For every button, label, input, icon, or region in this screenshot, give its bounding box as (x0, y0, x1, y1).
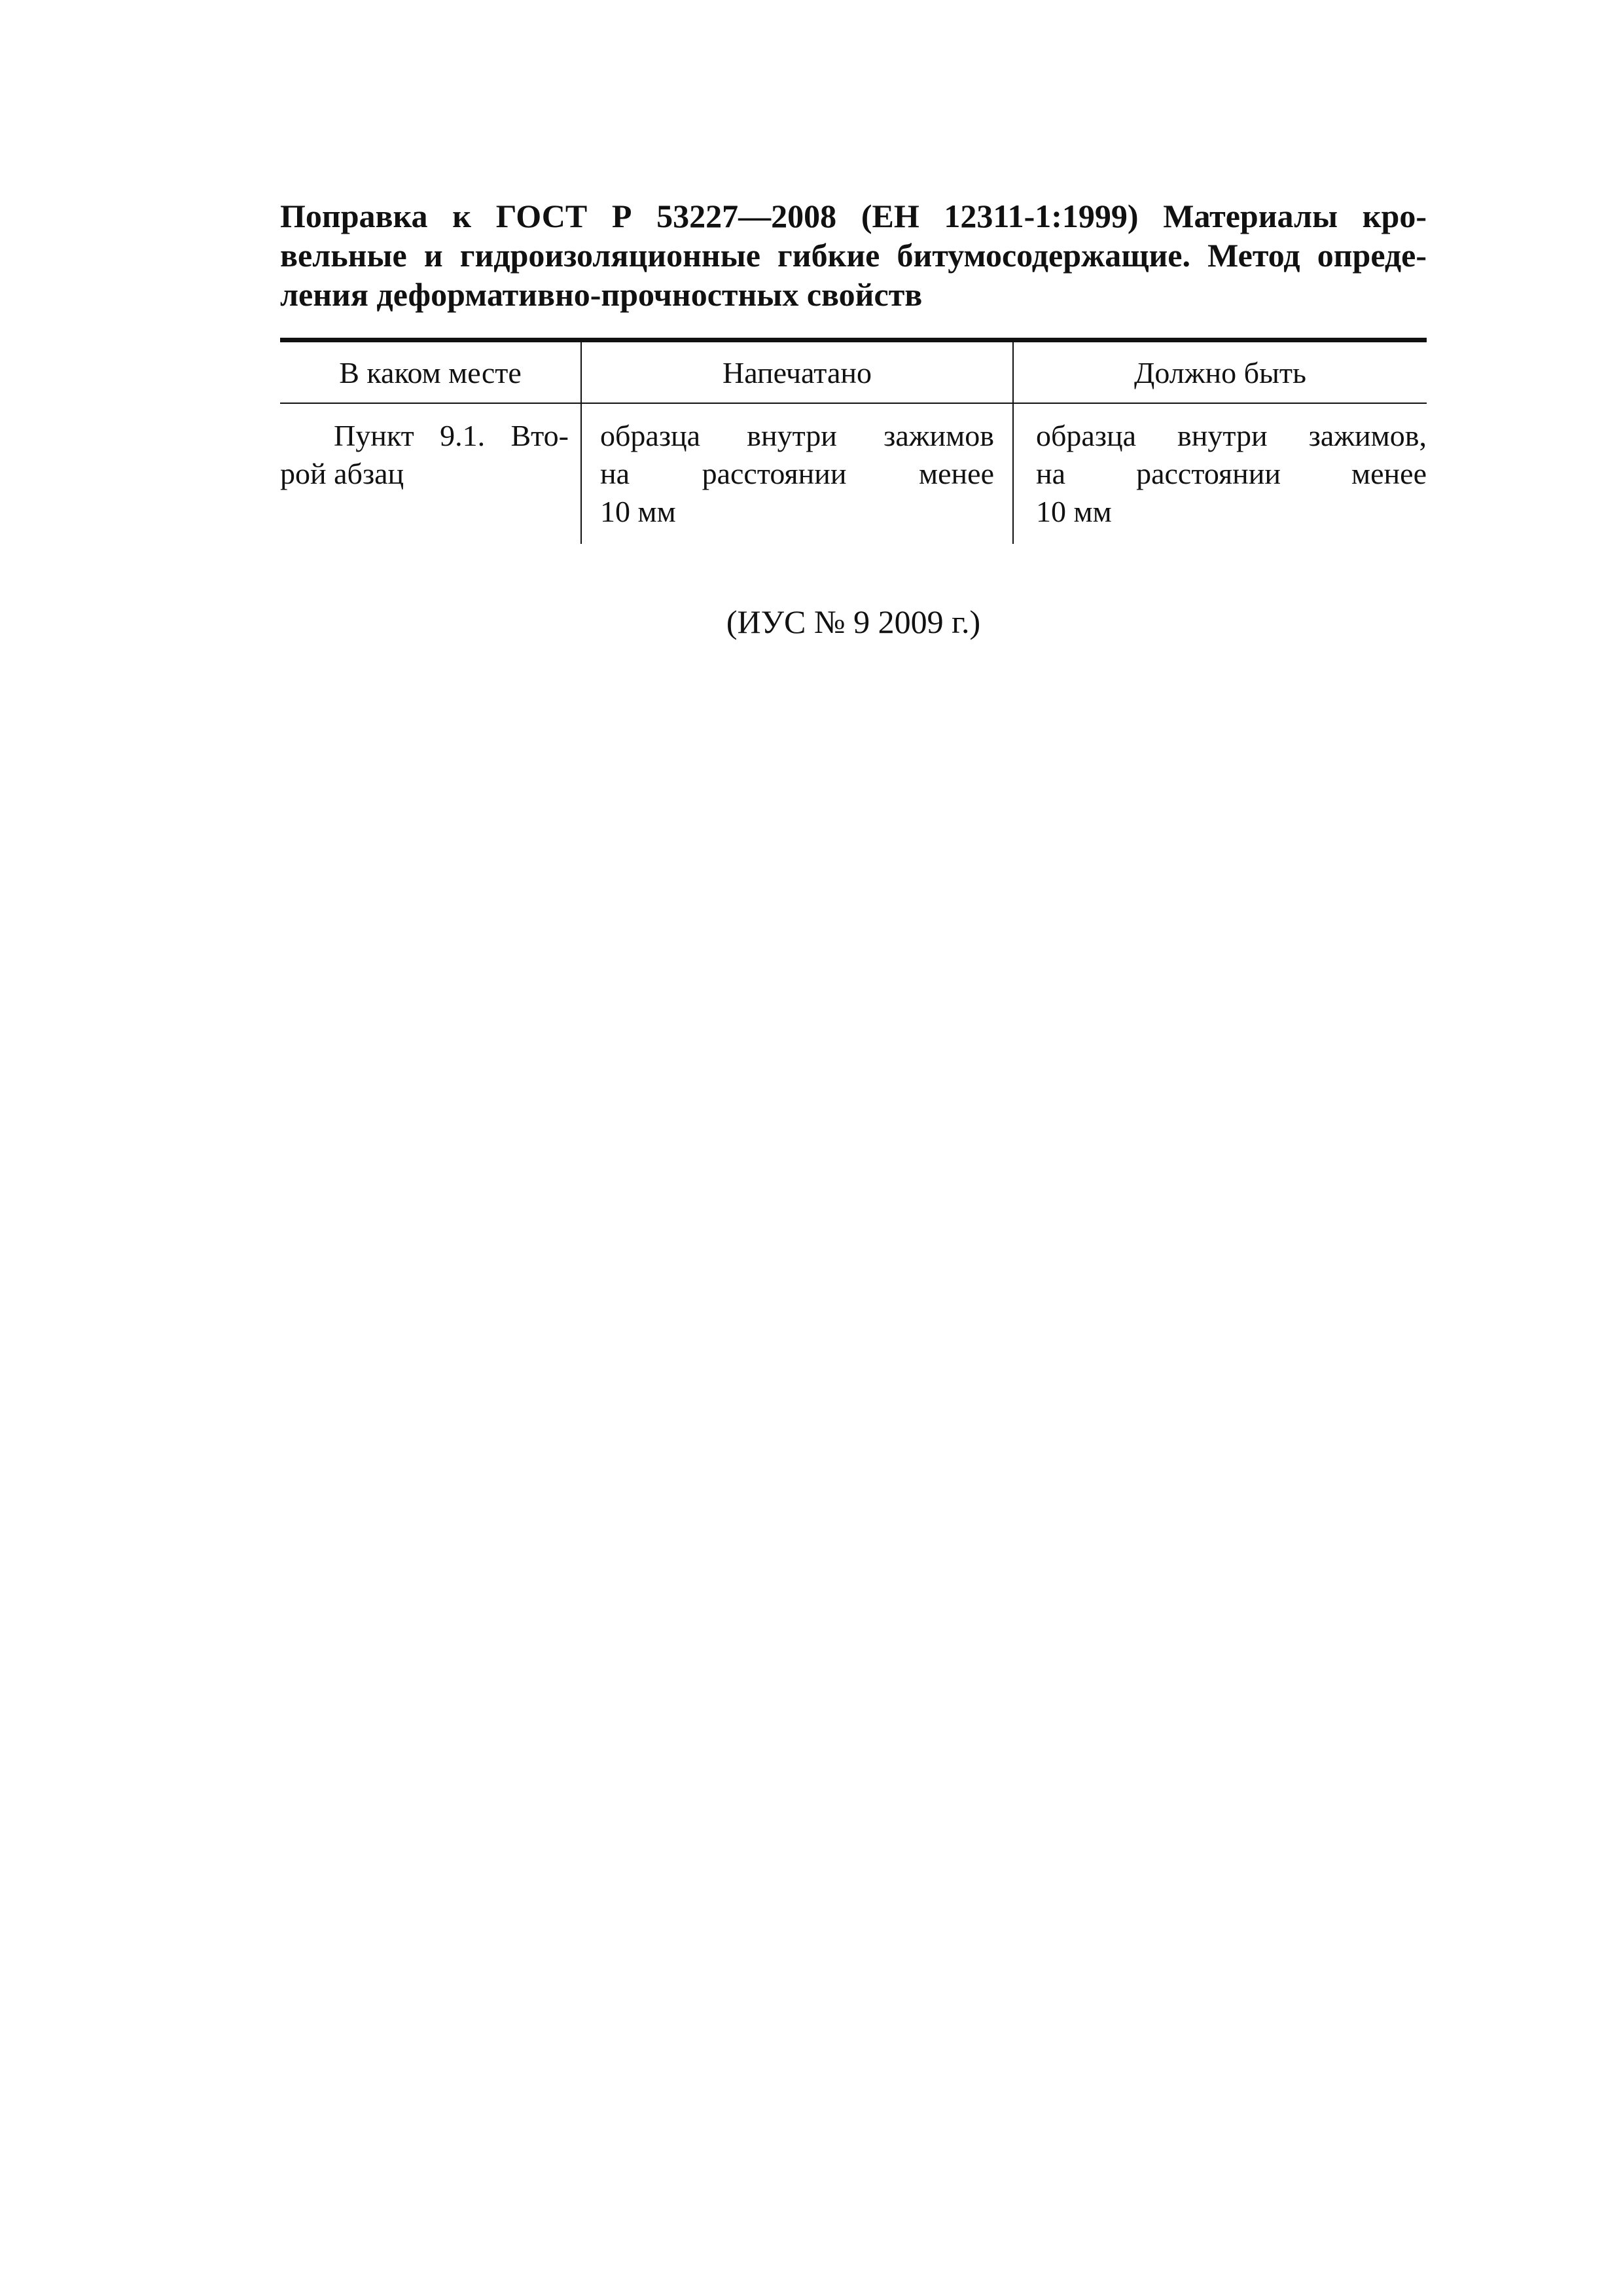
column-header-should-be: Должно быть (1013, 340, 1427, 404)
cell-printed (581, 403, 1013, 544)
correction-table (280, 338, 1427, 544)
cell-line: 10 мм (600, 495, 676, 528)
cell-line: на расстоянии менее (600, 457, 994, 490)
title-line: Поправка к ГОСТ Р 53227—2008 (ЕН 12311-1:1999) Материалы кро- (280, 198, 1427, 234)
column-header-place: В каком месте (280, 340, 581, 404)
cell-line: образца внутри зажимов, (1036, 419, 1427, 452)
cell-line: рой абзац (280, 457, 404, 490)
document-title (280, 196, 1427, 314)
cell-line: образца внутри зажимов (600, 419, 994, 452)
column-header-printed: Напечатано (581, 340, 1013, 404)
cell-should-be (1013, 403, 1427, 544)
cell-line: на расстоянии менее (1036, 457, 1427, 490)
cell-line: 10 мм (1036, 495, 1112, 528)
source-reference: (ИУС № 9 2009 г.) (726, 603, 981, 640)
cell-line: Пункт 9.1. Вто- (334, 419, 569, 452)
cell-place (280, 403, 581, 544)
title-line: вельные и гидроизоляционные гибкие битумосодержащие. Метод опреде- (280, 237, 1427, 274)
title-line: ления деформативно-прочностных свойств (280, 276, 923, 313)
table-header-row (280, 340, 1427, 404)
table-row (280, 403, 1427, 544)
